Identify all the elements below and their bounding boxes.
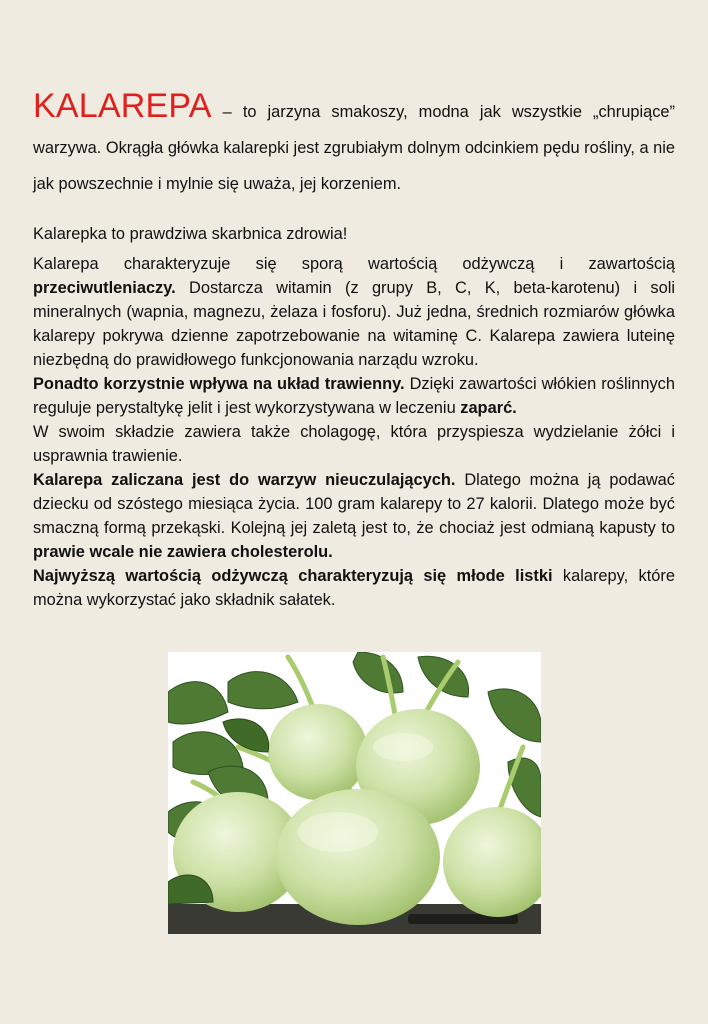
p1-bold: przeciwutleniaczy.	[33, 279, 176, 297]
paragraph-cholagogue: W swoim składzie zawiera także cholagogę, która przyspiesza wydzielanie żółci i usprawnia trawienie.	[33, 423, 675, 465]
subtitle: Kalarepka to prawdziwa skarbnica zdrowia!	[33, 225, 348, 243]
paragraph-nutrition	[33, 252, 675, 372]
paragraph-digestion	[33, 372, 675, 420]
p1-text-a: Kalarepa charakteryzuje się sporą wartością odżywczą i zawartością	[33, 255, 675, 273]
page-title: KALAREPA	[33, 87, 212, 125]
paragraph-allergy	[33, 468, 675, 564]
p4-bold: Kalarepa zaliczana jest do warzyw nieuczulających.	[33, 471, 456, 489]
p4-text: Dlatego można ją podawać dziecku od szóstego miesiąca życia. 100 gram kalarepy to 27 kalorii. Dlatego może być smaczną formą przekąski. Kolejną jej zaletą jest to, że chociaż jest odmianą kapusty to	[33, 471, 675, 537]
p5-bold: Najwyższą wartością odżywczą charakteryzują się młode listki	[33, 567, 553, 585]
article	[33, 88, 675, 612]
p5-text: kalarepy, które można wykorzystać jako składnik sałatek.	[33, 567, 675, 609]
intro-text: – to jarzyna smakoszy, modna jak wszystkie „chrupiące” warzywa. Okrągła główka kalarepki jest zgrubiałym dolnym odcinkiem pędu rośliny, a nie jak powszechnie i mylnie się uważa, jej korzeniem.	[33, 103, 675, 193]
p2-bold-end: zaparć.	[460, 399, 517, 417]
paragraph-leaves	[33, 564, 675, 612]
intro-paragraph	[33, 88, 675, 202]
p2-text: Dzięki zawartości włókien roślinnych reguluje perystaltykę jelit i jest wykorzystywana w leczeniu	[33, 375, 675, 417]
p4-bold-end: prawie wcale nie zawiera cholesterolu.	[33, 543, 333, 561]
p1-text-c: Dostarcza witamin (z grupy B, C, K, beta-karotenu) i soli mineralnych (wapnia, magnezu, żelaza i fosforu). Już jedna, średnich rozmiarów główka kalarepy pokrywa dzienne zapotrzebowanie na witaminę C. Kalarepa zawiera luteinę niezbędną do prawidłowego funkcjonowania narządu wzroku.	[33, 279, 675, 369]
kohlrabi-photo	[168, 652, 541, 934]
kohlrabi-illustration	[168, 652, 541, 934]
p2-bold: Ponadto korzystnie wpływa na układ trawienny.	[33, 375, 405, 393]
